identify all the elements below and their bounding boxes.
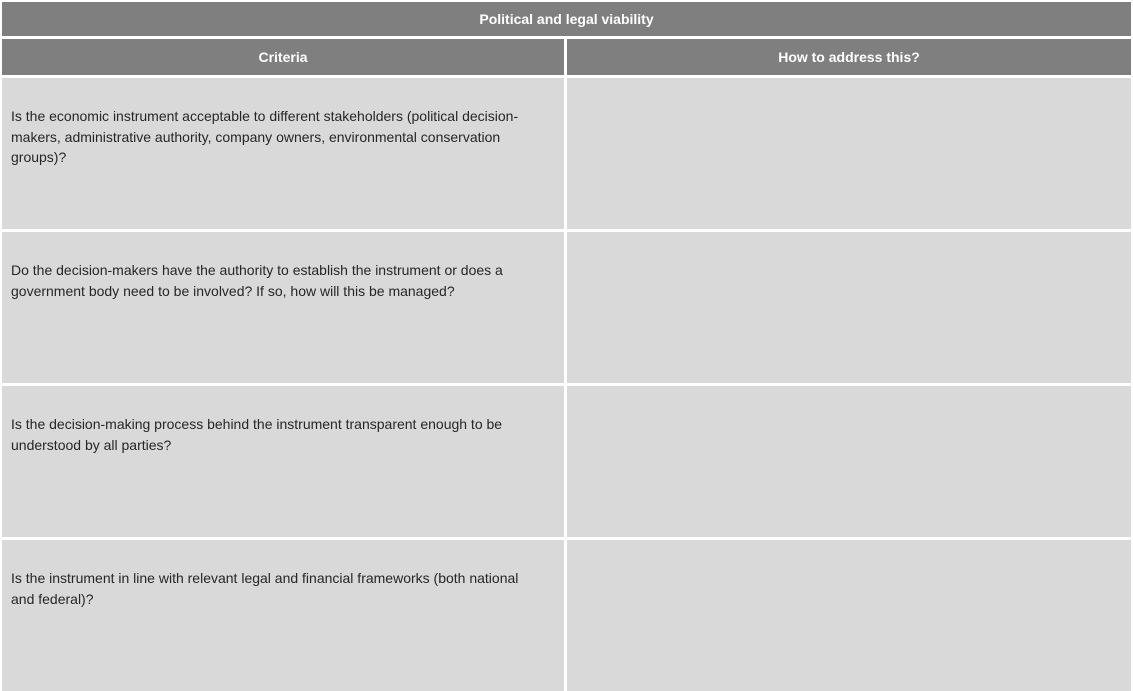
criteria-table <box>2 2 1131 689</box>
address-column-header: How to address this? <box>567 39 1131 75</box>
criteria-text: Is the instrument in line with relevant legal and financial frameworks (both national and federal)? <box>11 570 519 607</box>
criteria-column-header: Criteria <box>2 39 564 75</box>
table-row <box>2 232 1131 383</box>
criteria-text: Do the decision-makers have the authority to establish the instrument or does a government body need to be involved? If so, how will this be managed? <box>11 262 503 299</box>
table-row <box>2 78 1131 229</box>
criteria-cell <box>2 540 564 691</box>
table-header-row <box>2 39 1131 75</box>
criteria-cell <box>2 232 564 383</box>
address-cell[interactable] <box>567 540 1131 691</box>
table-row <box>2 540 1131 691</box>
criteria-cell <box>2 386 564 537</box>
address-cell[interactable] <box>567 232 1131 383</box>
address-cell[interactable] <box>567 78 1131 229</box>
criteria-cell <box>2 78 564 229</box>
criteria-text: Is the decision-making process behind the instrument transparent enough to be understood by all parties? <box>11 416 503 453</box>
address-cell[interactable] <box>567 386 1131 537</box>
table-title: Political and legal viability <box>2 2 1131 36</box>
table-row <box>2 386 1131 537</box>
criteria-text: Is the economic instrument acceptable to different stakeholders (political decision-makers, administrative authority, company owners, environmental conservation groups)? <box>11 108 519 165</box>
